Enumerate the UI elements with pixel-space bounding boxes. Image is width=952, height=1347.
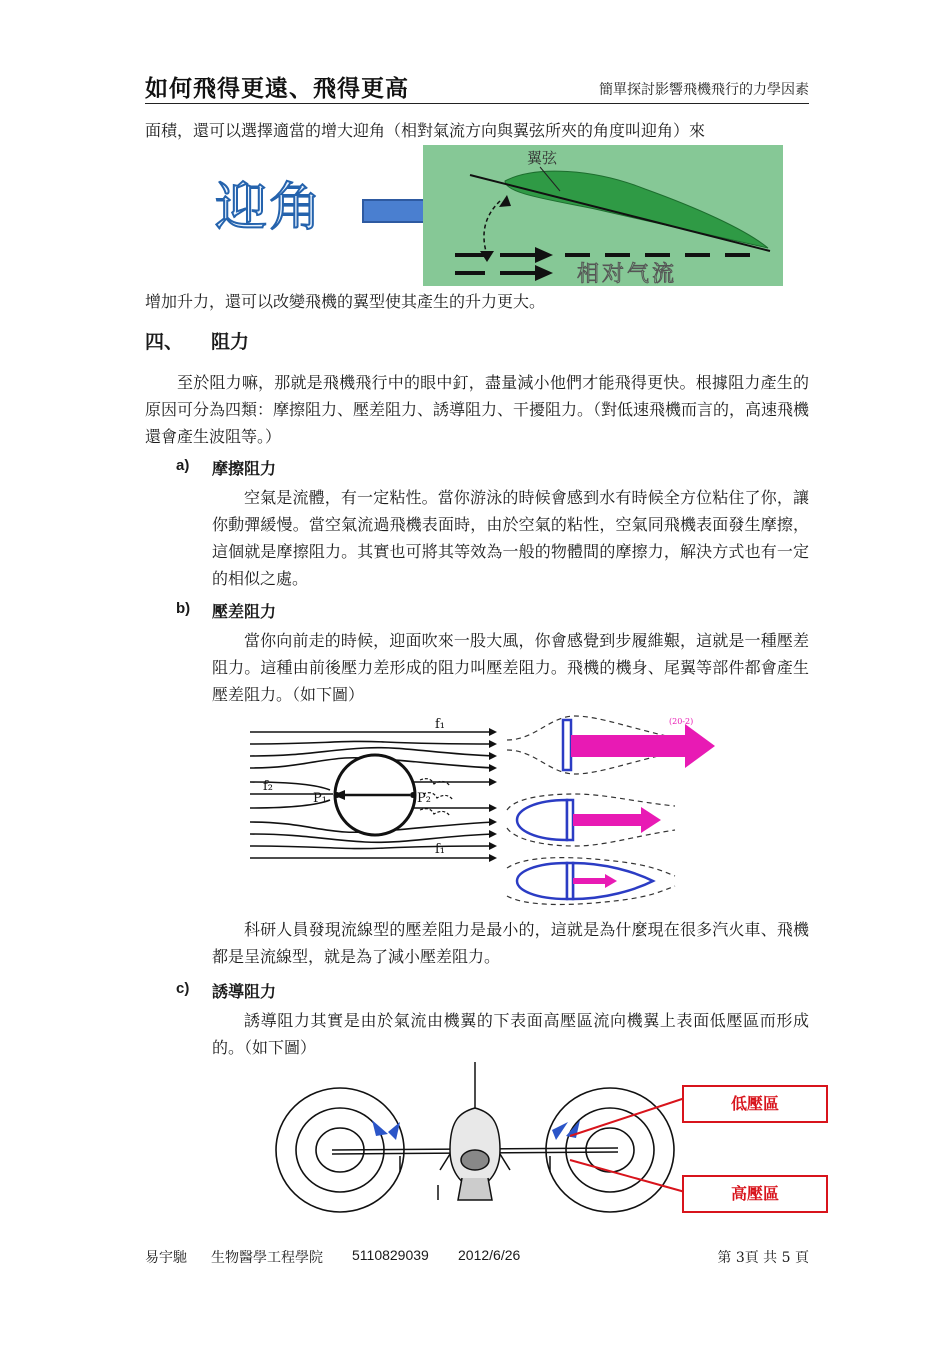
section-number: 四、 — [145, 331, 184, 353]
p2-label: P₂ — [417, 791, 431, 806]
item-b-mark: b) — [176, 600, 191, 617]
angle-word: 迎角 — [215, 178, 324, 238]
flat-plate-diagram — [507, 716, 715, 774]
p1-label: P₁ — [313, 791, 327, 806]
footer-school: 生物醫學工程學院 — [211, 1250, 323, 1266]
item-b-title: 壓差阻力 — [212, 602, 277, 621]
document-subtitle: 簡單探討影響飛機飛行的力學因素 — [599, 82, 809, 98]
section-title: 阻力 — [211, 331, 250, 353]
footer-date: 2012/6/26 — [458, 1247, 521, 1263]
f1-label-top: f₁ — [435, 717, 446, 732]
angle-of-attack-figure — [215, 143, 785, 288]
item-b-text: 當你向前走的時候，迎面吹來一股大風，你會感覺到步履維艱，這就是一種壓差阻力。這種由前後壓力差形成的阻力叫壓差阻力。飛機的機身、尾翼等部件都會產生壓差阻力。（如下圖） — [212, 631, 809, 704]
item-a-mark: a) — [176, 457, 190, 474]
item-c-text: 誘導阻力其實是由於氣流由機翼的下表面高壓區流向機翼上表面低壓區而形成的。（如下圖） — [212, 1011, 809, 1057]
intro-line-2: 增加升力，還可以改變飛機的翼型使其產生的升力更大。 — [145, 292, 546, 311]
f2-label: f₂ — [263, 779, 274, 794]
low-pressure-label: 低壓區 — [682, 1085, 828, 1123]
item-c-title: 誘導阻力 — [212, 982, 277, 1001]
induced-drag-figure — [270, 1060, 710, 1220]
f1-label-bottom: f₁ — [435, 842, 446, 857]
item-a-text: 空氣是流體，有一定粘性。當你游泳的時候會感到水有時候全方位粘住了你，讓你動彈緩慢。當空氣流過飛機表面時，由於空氣的粘性，空氣同飛機表面發生摩擦，這個就是摩擦阻力。其實也可將其等效為一般的物體間的摩擦力，解決方式也有一定的相似之處。 — [212, 488, 809, 588]
document-title: 如何飛得更遠、飛得更高 — [145, 76, 409, 102]
intro-line-1: 面積，還可以選擇適當的增大迎角（相對氣流方向與翼弦所夾的角度叫迎角）來 — [145, 121, 706, 140]
airflow-label: 相对气流 — [577, 262, 678, 287]
chord-label: 翼弦 — [527, 149, 558, 167]
half-body-diagram — [507, 794, 675, 846]
item-c-mark: c) — [176, 980, 190, 997]
footer-student-id: 5110829039 — [352, 1247, 429, 1263]
item-a-title: 摩擦阻力 — [212, 459, 277, 478]
section-paragraph: 至於阻力嘛，那就是飛機飛行中的眼中釘，盡量減小他們才能飛得更快。根據阻力產生的原因可分為四類：摩擦阻力、壓差阻力、誘導阻力、干擾阻力。（對低速飛機而言的，高速飛機還會產生波阻等。） — [145, 373, 810, 446]
high-pressure-label: 高壓區 — [682, 1175, 828, 1213]
pressure-drag-figure — [245, 710, 720, 908]
item-b-text-2: 科研人員發現流線型的壓差阻力是最小的，這就是為什麼現在很多汽火車、飛機都是呈流線型，就是為了減小壓差阻力。 — [212, 920, 809, 966]
right-vortex — [546, 1088, 674, 1212]
footer-page-number: 第 3頁 共 5 頁 — [717, 1250, 809, 1266]
header-rule — [145, 103, 809, 104]
streamlined-body-diagram — [507, 858, 675, 905]
footer-author: 易宇馳 — [145, 1250, 187, 1266]
drag-label: (20-2) — [669, 717, 694, 726]
